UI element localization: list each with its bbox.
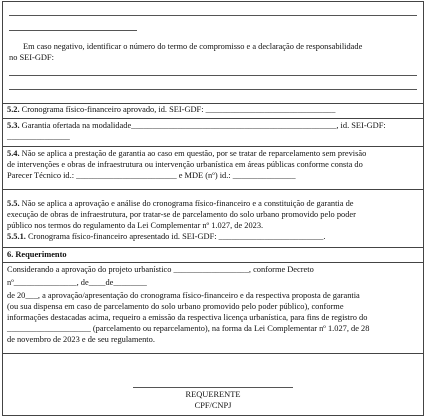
section-5-4-line2: de intervenções e obras de infraestrutura ou intervenção urbanística em áreas públicas conforme consta do bbox=[7, 160, 363, 169]
row-divider bbox=[3, 146, 423, 147]
row-divider bbox=[3, 189, 423, 190]
section-6-line2: nº_______________, de____de________ bbox=[7, 278, 147, 287]
negative-case-paragraph-line1: Em caso negativo, identificar o número do termo de compromisso e a declaração de responsabilidade bbox=[23, 42, 363, 51]
signature-line bbox=[133, 387, 293, 388]
signature-role: REQUERENTE bbox=[185, 390, 241, 399]
fill-line bbox=[9, 75, 417, 76]
fill-line bbox=[9, 15, 417, 16]
section-6-line4: (ou sua dispensa em caso de parcelamento do solo urbano promovido pelo poder público), conforme bbox=[7, 302, 344, 311]
negative-case-paragraph-line2: no SEI-GDF: bbox=[9, 53, 54, 62]
section-5-3-line2: _______________ bbox=[7, 132, 70, 141]
section-6-line3: de 20___, a aprovação/apresentação do cronograma físico-financeiro e da respectiva proposta de garantia bbox=[7, 291, 360, 300]
form-frame bbox=[2, 1, 424, 416]
section-5-5-line2: execução de obras de infraestrutura, por tratar-se de parcelamento do solo urbano promovido pelo poder bbox=[7, 210, 356, 219]
section-5-2: 5.2. Cronograma físico-financeiro aprovado, id. SEI-GDF: _______________________________ bbox=[7, 105, 336, 114]
section-5-4-line3: Parecer Técnico id.: ________________________ e MDE (nº) id.: _______________ bbox=[7, 171, 296, 180]
row-divider bbox=[3, 262, 423, 263]
section-5-5-line3: público nos termos do regulamento da Lei Complementar nº 1.027, de 2023. bbox=[7, 221, 264, 230]
section-5-5-line1: 5.5. Não se aplica a aprovação e análise do cronograma físico-financeiro e a constituição de garantia de bbox=[7, 199, 354, 208]
fill-line bbox=[9, 30, 137, 31]
section-6-line5: informações destacadas acima, requeiro a emissão da respectiva licença urbanística, para fins de registro do bbox=[7, 313, 368, 322]
fill-line bbox=[9, 89, 417, 90]
row-divider bbox=[3, 353, 423, 354]
row-divider bbox=[3, 247, 423, 248]
section-6-line7: de novembro de 2023 e de seu regulamento. bbox=[7, 335, 155, 344]
section-5-4-line1: 5.4. Não se aplica a prestação de garantia ao caso em questão, por se tratar de reparcelamento sem previsão bbox=[7, 149, 367, 158]
row-divider bbox=[3, 118, 423, 119]
row-divider bbox=[3, 103, 423, 104]
signature-id: CPF/CNPJ bbox=[194, 401, 232, 410]
section-6-heading: 6. Requerimento bbox=[7, 250, 67, 259]
section-5-3: 5.3. Garantia ofertada na modalidade_________________________________________________, id. SEI-GDF: bbox=[7, 121, 386, 130]
section-6-line1: Considerando a aprovação do projeto urbanístico __________________, conforme Decreto bbox=[7, 265, 314, 274]
section-6-line6: ____________________ (parcelamento ou reparcelamento), na forma da Lei Complementar nº 1.027, de 28 bbox=[7, 324, 370, 333]
section-5-5-1: 5.5.1. Cronograma físico-financeiro apresentado id. SEI-GDF: _________________________. bbox=[7, 232, 326, 241]
